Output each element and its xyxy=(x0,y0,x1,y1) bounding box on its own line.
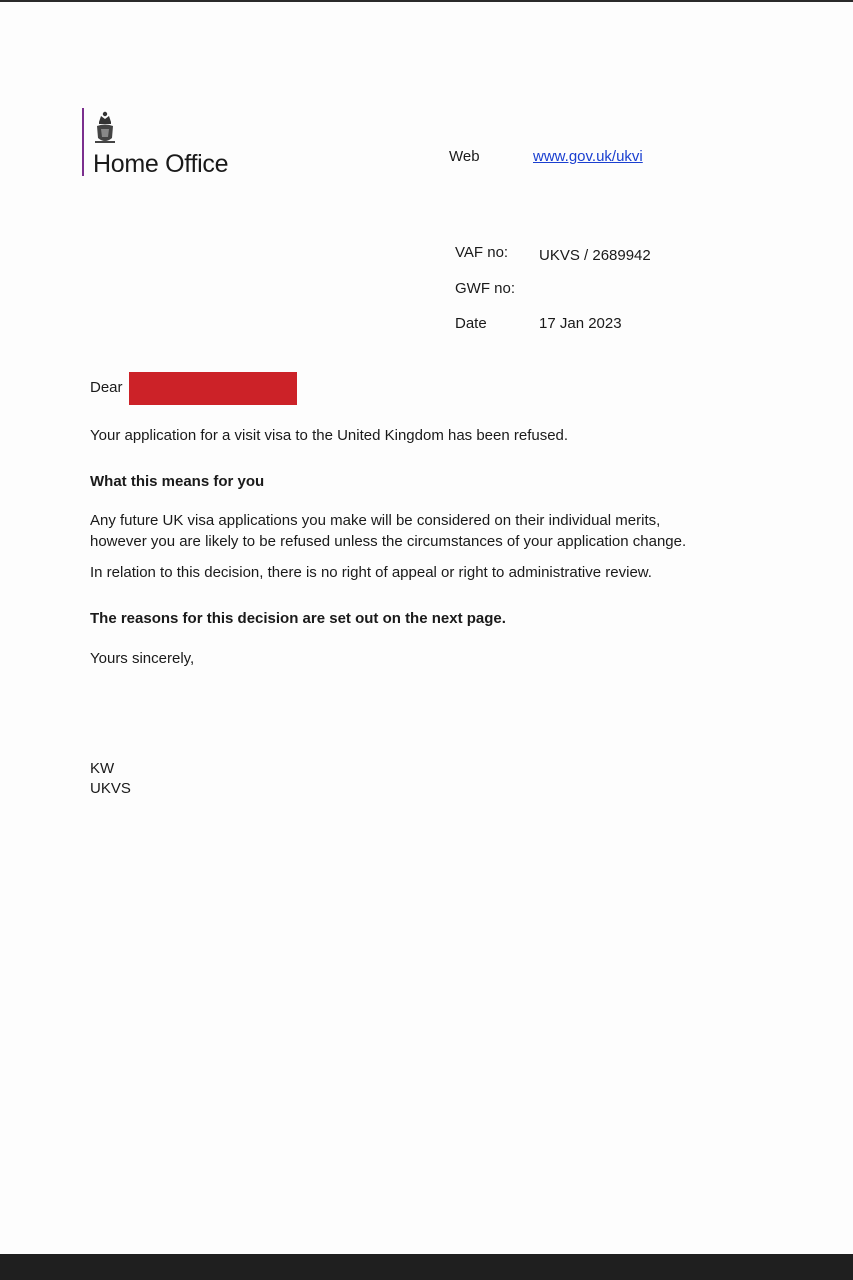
future-applications-line-1: Any future UK visa applications you make will be considered on their individual merits, xyxy=(90,512,661,529)
reasons-text: The reasons for this decision are set out on the next page. xyxy=(90,610,506,627)
vaf-value: UKVS / 2689942 xyxy=(539,247,651,264)
org-name: Home Office xyxy=(93,150,229,178)
royal-crest-icon xyxy=(92,110,118,146)
page-top-edge xyxy=(0,0,853,2)
appeal-text: In relation to this decision, there is no right of appeal or right to administrative review. xyxy=(90,564,652,581)
signature-initials: KW xyxy=(90,760,115,777)
date-value: 17 Jan 2023 xyxy=(539,315,622,332)
logo-divider xyxy=(82,108,84,176)
section-heading: What this means for you xyxy=(90,473,265,490)
web-label: Web xyxy=(449,148,480,165)
closing: Yours sincerely, xyxy=(90,650,195,667)
date-label: Date xyxy=(455,315,487,332)
salutation: Dear xyxy=(90,379,123,396)
signature-unit: UKVS xyxy=(90,780,131,797)
redacted-name xyxy=(129,372,297,405)
vaf-label: VAF no: xyxy=(455,244,509,261)
web-link[interactable]: www.gov.uk/ukvi xyxy=(533,148,643,165)
gwf-label: GWF no: xyxy=(455,280,516,297)
future-applications-line-2: however you are likely to be refused unless the circumstances of your application change. xyxy=(90,533,687,550)
page-bottom-bar xyxy=(0,1254,853,1280)
decision-text: Your application for a visit visa to the United Kingdom has been refused. xyxy=(90,427,569,444)
